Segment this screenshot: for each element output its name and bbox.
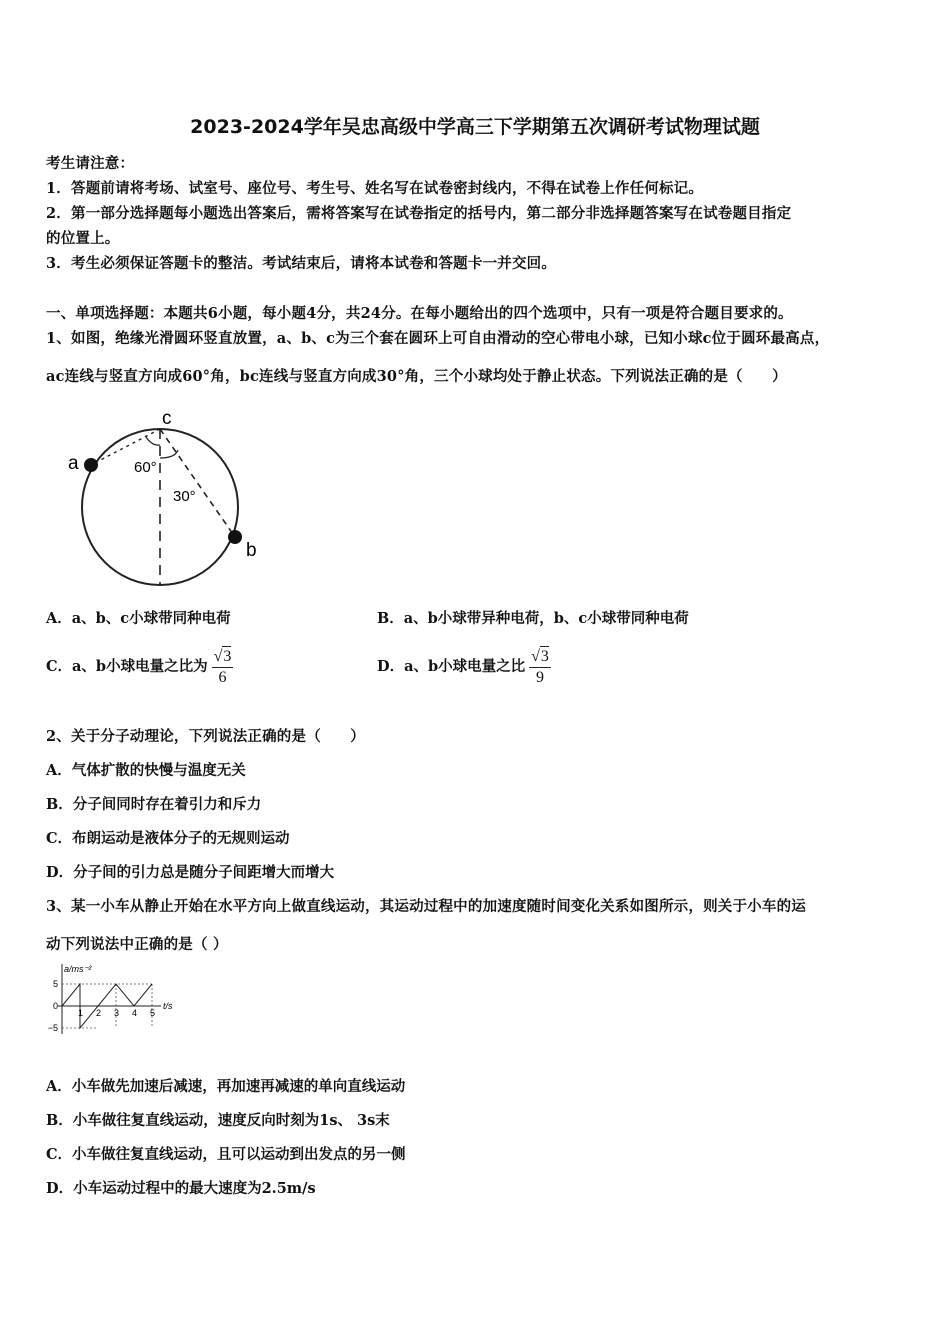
denominator: 9 <box>536 669 544 686</box>
y-axis-label: a/ms⁻² <box>64 964 92 974</box>
angle-60-label: 60° <box>134 459 157 476</box>
question-2-stem: 2、关于分子动理论，下列说法正确的是（ ） <box>46 728 365 745</box>
x-tick-label: 3 <box>114 1008 120 1018</box>
fraction-sqrt3-over-6: $\frac{√3}{6}$ <box>213 648 232 686</box>
x-axis-label: t/s <box>163 1001 173 1011</box>
q1-option-b: B．a、b小球带异种电荷，b、c小球带同种电荷 <box>377 610 689 627</box>
q3-option-a: A．小车做先加速后减速，再加速再减速的单向直线运动 <box>46 1078 406 1095</box>
q1-option-d <box>377 646 551 688</box>
question-1-stem-cont: ac连线与竖直方向成60°角，bc连线与竖直方向成30°角，三个小球均处于静止状态。下列说法正确的是（ ） <box>46 368 787 385</box>
page-title: 2023-2024学年吴忠高级中学高三下学期第五次调研考试物理试题 <box>190 116 760 138</box>
y-tick-label: −5 <box>47 1023 58 1033</box>
denominator: 6 <box>218 669 227 686</box>
q3-option-c: C．小车做往复直线运动，且可以运动到出发点的另一侧 <box>46 1146 406 1163</box>
y-tick-label: 5 <box>52 979 58 989</box>
notice-heading: 考生请注意： <box>46 155 135 172</box>
section-heading: 一、单项选择题：本题共6小题，每小题4分，共24分。在每小题给出的四个选项中，只有一项是符合题目要求的。 <box>46 305 793 322</box>
q1-option-c-text: C．a、b小球电量之比为 <box>46 658 208 675</box>
label-b: b <box>246 540 257 561</box>
q1-option-c <box>46 646 233 688</box>
q1-option-d-text: D．a、b小球电量之比 <box>377 658 526 675</box>
question-1-stem: 1、如图，绝缘光滑圆环竖直放置，a、b、c为三个套在圆环上可自由滑动的空心带电小球，已知小球c位于圆环最高点， <box>46 330 830 347</box>
x-tick-label: 4 <box>132 1008 138 1018</box>
q2-option-c: C．布朗运动是液体分子的无规则运动 <box>46 830 290 847</box>
bc-line <box>160 429 235 537</box>
notice-item: 3．考生必须保证答题卡的整洁。考试结束后，请将本试卷和答题卡一并交回。 <box>46 255 557 272</box>
q3-option-b: B．小车做往复直线运动，速度反向时刻为1s、 3s末 <box>46 1112 390 1129</box>
label-a: a <box>68 453 79 474</box>
fraction-sqrt3-over-9: $\frac{√3}{9}$ <box>531 648 549 686</box>
acceleration-time-graph <box>44 960 194 1040</box>
question-3-stem: 3、某一小车从静止开始在水平方向上做直线运动，其运动过程中的加速度随时间变化关系如图所示，则关于小车的运 <box>46 898 806 915</box>
angle-30-label: 30° <box>173 488 196 505</box>
notice-item: 的位置上。 <box>46 230 120 247</box>
ball-a <box>84 458 98 472</box>
y-tick-label: 0 <box>52 1001 58 1011</box>
radicand: 3 <box>540 648 549 665</box>
q2-option-a: A．气体扩散的快慢与温度无关 <box>46 762 246 779</box>
label-c: c <box>162 408 172 429</box>
q2-option-d: D．分子间的引力总是随分子间距增大而增大 <box>46 864 335 881</box>
ball-b <box>228 530 242 544</box>
angle-arc-60 <box>146 437 160 445</box>
question-3-stem-cont: 动下列说法中正确的是（ ） <box>46 936 228 953</box>
x-tick-label: 5 <box>150 1008 156 1018</box>
notice-item: 2．第一部分选择题每小题选出答案后，需将答案写在试卷指定的括号内，第二部分非选择题答案写在试卷题目指定 <box>46 205 792 222</box>
circle-ring-figure <box>60 400 280 590</box>
q3-option-d: D．小车运动过程中的最大速度为2.5m/s <box>46 1180 316 1197</box>
notice-item: 1．答题前请将考场、试室号、座位号、考生号、姓名写在试卷密封线内，不得在试卷上作任何标记。 <box>46 180 704 197</box>
x-tick-label: 1 <box>78 1008 84 1018</box>
q2-option-b: B．分子间同时存在着引力和斥力 <box>46 796 262 813</box>
q1-option-a: A．a、b、c小球带同种电荷 <box>46 610 231 627</box>
radicand: 3 <box>223 648 232 665</box>
x-tick-label: 2 <box>96 1008 102 1018</box>
